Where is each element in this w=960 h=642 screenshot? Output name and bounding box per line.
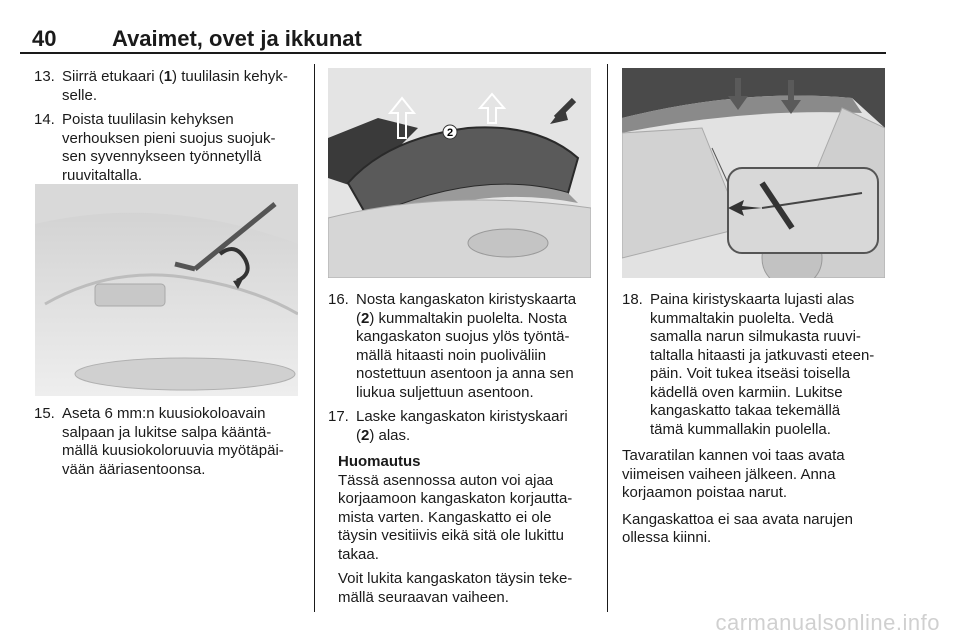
text-line: [356, 427, 598, 446]
step-number: 18.: [622, 291, 643, 308]
figure-callout-2: 2: [446, 127, 454, 139]
text-line: takaa.: [338, 545, 379, 563]
step-16: [328, 291, 598, 402]
text-line: nostettuun asentoon ja anna sen: [356, 365, 574, 382]
text-line: sen syvennykseen työnnetyllä: [62, 148, 262, 165]
step-number: 14.: [34, 111, 55, 128]
text-line: Aseta 6 mm:n kuusiokoloavain: [62, 405, 266, 422]
text-run: ) tuulilasin kehyk-: [172, 68, 288, 85]
text-line: ollessa kiinni.: [622, 529, 712, 546]
text-line: täysin vesitiivis eikä sitä ole lukittu: [338, 527, 564, 544]
text-line: Voit lukita kangaskaton täysin teke-: [338, 570, 573, 587]
note-title: Huomautus: [338, 453, 421, 470]
column-divider-1: [314, 64, 315, 612]
page-header: [20, 26, 886, 50]
text-line: tämä kummallakin puolella.: [650, 420, 831, 438]
step-number: 16.: [328, 291, 349, 308]
column-divider-2: [607, 64, 608, 612]
text-run: (: [356, 426, 361, 444]
text-line: korjaamon poistaa narut.: [622, 484, 788, 501]
text-line: Kangaskattoa ei saa avata narujen: [622, 510, 853, 528]
reference-number: 1: [163, 68, 173, 85]
text-run: (: [356, 309, 361, 327]
step-13: [34, 68, 304, 105]
text-line: mällä seuraavan vaiheen.: [338, 588, 509, 606]
text-line: Nosta kangaskaton kiristyskaarta: [356, 291, 577, 308]
paragraph-warning: [622, 511, 892, 548]
text-run: Siirrä etukaari (: [62, 68, 164, 85]
text-line: samalla narun silmukasta ruuvi-: [650, 328, 861, 345]
header-divider: [20, 52, 886, 54]
text-run: ) kummaltakin puolelta. Nosta: [369, 309, 567, 327]
text-line: viimeisen vaiheen jälkeen. Anna: [622, 465, 836, 483]
text-line: salpaan ja lukitse salpa kääntä-: [62, 423, 272, 441]
figure-headliner-latch: [35, 184, 298, 396]
text-line: kangaskaton suojus ylös työntä-: [356, 328, 570, 345]
text-line: mällä kuusiokoloruuvia myötäpäi-: [62, 442, 284, 459]
step-text: [62, 68, 304, 87]
text-run: ) alas.: [369, 426, 411, 444]
note-block: [328, 453, 598, 607]
reference-number: 2: [361, 309, 370, 327]
text-line: päin. Voit tukea itseäsi toisella: [650, 365, 851, 382]
text-line: korjaamoon kangaskaton korjautta-: [338, 490, 573, 507]
step-number: 15.: [34, 405, 55, 422]
text-line: liukua suljettuun asentoon.: [356, 383, 534, 401]
text-line: vään ääriasentoonsa.: [62, 460, 206, 478]
text-line: mista varten. Kangaskatto ei ole: [338, 508, 552, 526]
watermark: carmanualsonline.info: [715, 610, 940, 635]
step-number: 13.: [34, 68, 55, 85]
column-3: [622, 291, 892, 548]
text-line: ruuvitaltalla.: [62, 166, 143, 184]
figure-rear-tensioner: [622, 68, 885, 278]
column-2: [328, 291, 598, 607]
column-1-lower: [34, 405, 304, 479]
text-line: Tässä asennossa auton voi ajaa: [338, 471, 554, 489]
step-17: [328, 408, 598, 445]
figure-soft-top-tensioner: [328, 68, 591, 278]
step-number: 17.: [328, 408, 349, 425]
reference-number: 2: [361, 426, 370, 444]
step-14: [34, 111, 304, 185]
step-18: [622, 291, 892, 439]
text-line: Paina kiristyskaarta lujasti alas: [650, 291, 855, 308]
text-line: verhouksen pieni suojus suojuk-: [62, 129, 276, 147]
page-title: Avaimet, ovet ja ikkunat: [112, 26, 362, 51]
step-15: [34, 405, 304, 479]
text-line: Laske kangaskaton kiristyskaari: [356, 408, 568, 425]
text-line: kummaltakin puolelta. Vedä: [650, 309, 834, 327]
text-line: selle.: [62, 86, 98, 104]
column-1: [34, 68, 304, 185]
text-line: kädellä oven karmiin. Lukitse: [650, 383, 843, 401]
text-line: Poista tuulilasin kehyksen: [62, 111, 234, 128]
text-line: kangaskatto takaa tekemällä: [650, 402, 841, 419]
text-line: mällä hitaasti noin puoliväliin: [356, 346, 547, 364]
text-line: taltalla hitaasti ja jatkuvasti eteen-: [650, 346, 875, 364]
page-number: 40: [32, 26, 57, 51]
text-line: [356, 310, 598, 329]
paragraph-trunk: [622, 447, 892, 503]
text-line: Tavaratilan kannen voi taas avata: [622, 447, 845, 464]
